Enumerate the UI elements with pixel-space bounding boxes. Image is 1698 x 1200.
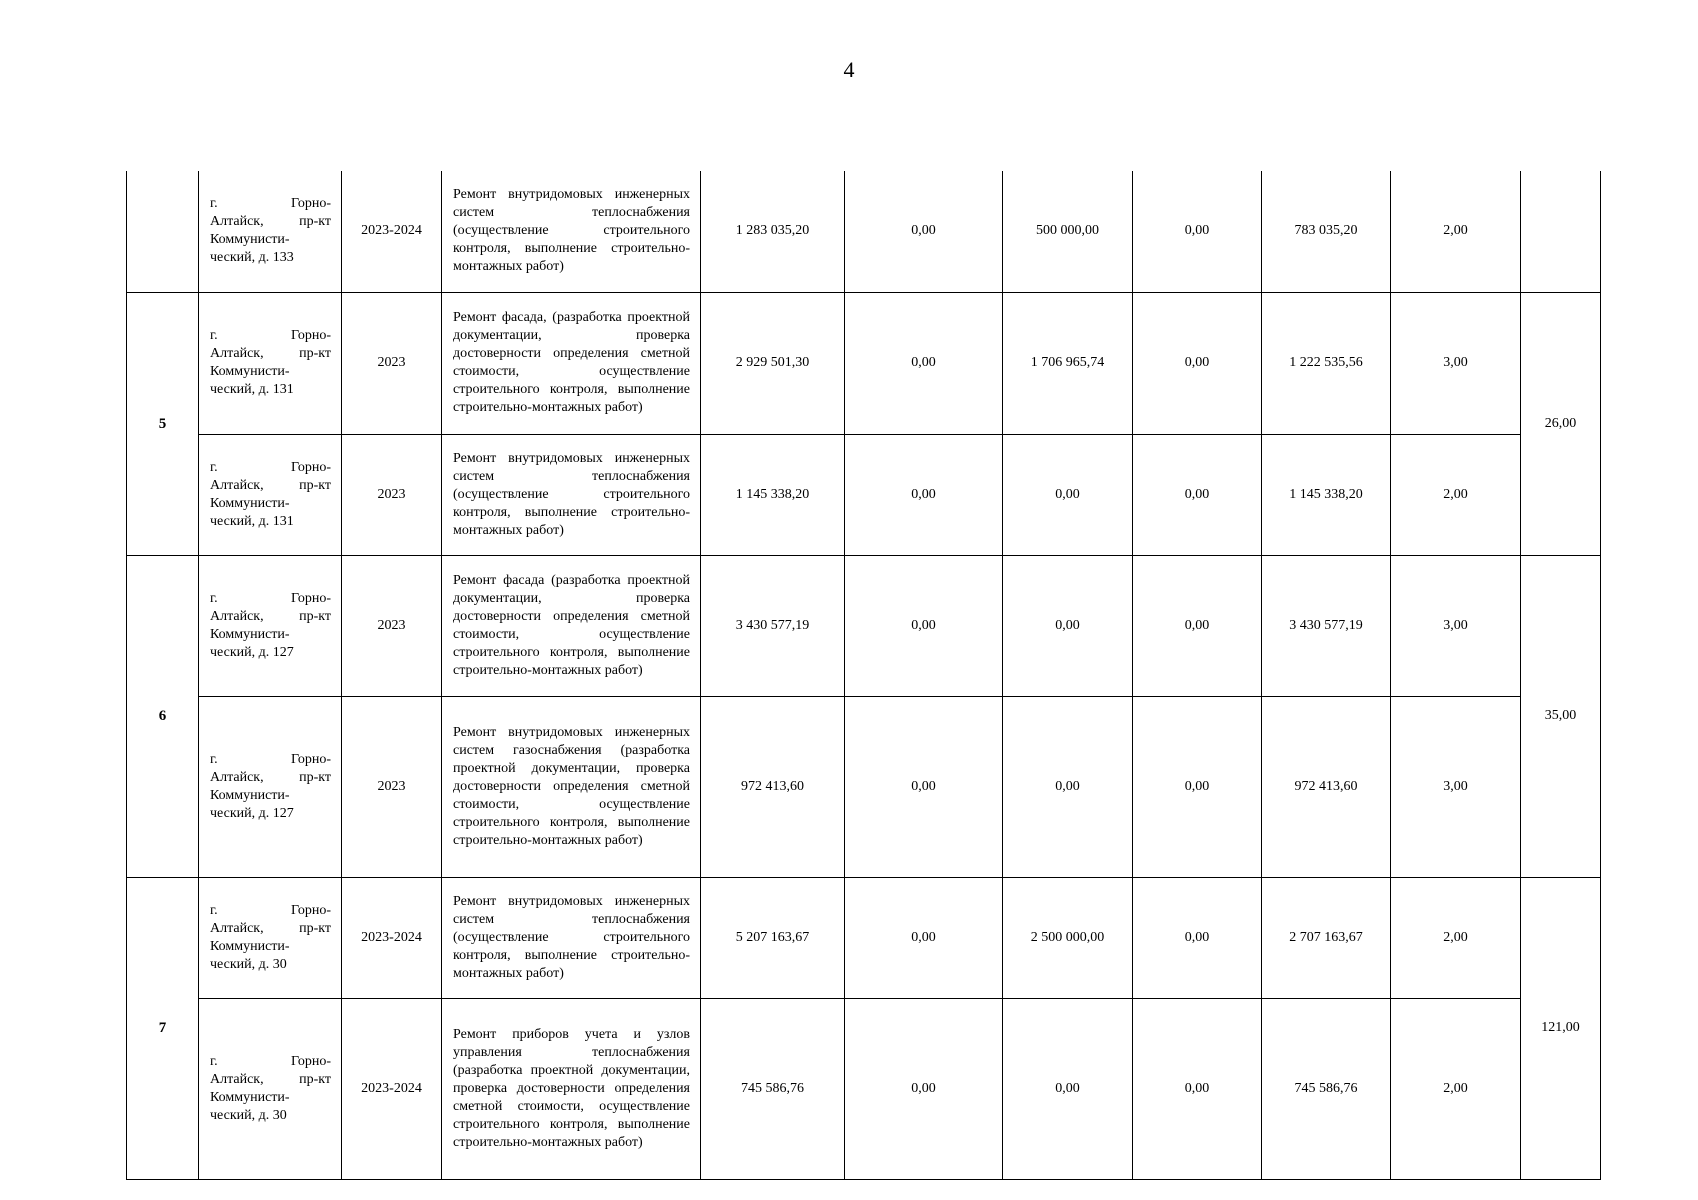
amount-col3-cell: 0,00 [1003, 998, 1133, 1179]
amount-total-cell: 1 145 338,20 [701, 434, 845, 555]
amount-col5-cell: 972 413,60 [1262, 696, 1391, 877]
amount-col3-cell: 0,00 [1003, 696, 1133, 877]
address-rest: Алтайск, пр-кт Коммунисти-ческий, д. 127 [210, 608, 331, 660]
amount-col6-cell: 2,00 [1391, 998, 1521, 1179]
amount-col6-cell: 2,00 [1391, 171, 1521, 292]
item-number-cell [127, 171, 199, 292]
address-city: Горно- [290, 459, 331, 475]
amount-col3-cell: 2 500 000,00 [1003, 877, 1133, 998]
table-row [127, 696, 1601, 877]
address-city: Горно- [290, 196, 331, 212]
amount-total-cell: 3 430 577,19 [701, 555, 845, 696]
description-cell: Ремонт фасада, (разработка проектной документации, проверка достоверности определения сметной стоимости, осуществление строительного контроля, выполнение строительно-монтажных работ) [442, 292, 701, 434]
description-cell: Ремонт внутридомовых инженерных систем газоснабжения (разработка проектной документации, проверка достоверности определения сметной стоимости, осуществление строительного контроля, выполнение строительно-монтажных работ) [442, 696, 701, 877]
amount-total-cell: 5 207 163,67 [701, 877, 845, 998]
amount-col4-cell: 0,00 [1133, 555, 1262, 696]
address-prefix: г. [210, 459, 218, 475]
address-city: Горно- [290, 751, 331, 767]
amount-col6-cell: 2,00 [1391, 877, 1521, 998]
period-cell: 2023-2024 [342, 877, 442, 998]
address-cell [199, 998, 342, 1179]
period-cell: 2023-2024 [342, 998, 442, 1179]
address-city: Горно- [290, 1053, 331, 1069]
amount-total-cell: 1 283 035,20 [701, 171, 845, 292]
amount-col5-cell: 1 222 535,56 [1262, 292, 1391, 434]
group-total-cell [1521, 171, 1601, 292]
amount-col5-cell: 1 145 338,20 [1262, 434, 1391, 555]
amount-col6-cell: 2,00 [1391, 434, 1521, 555]
group-total-cell: 26,00 [1521, 292, 1601, 555]
page-number: 4 [843, 57, 855, 82]
table-row [127, 434, 1601, 555]
description-cell: Ремонт внутридомовых инженерных систем теплоснабжения (осуществление строительного контроля, выполнение строительно-монтажных работ) [442, 877, 701, 998]
address-cell [199, 696, 342, 877]
amount-col5-cell: 745 586,76 [1262, 998, 1391, 1179]
description-cell: Ремонт приборов учета и узлов управления теплоснабжения (разработка проектной документации, проверка достоверности определения сметной стоимости, осуществление строительного контроля, выполнение строительно-монтажных работ) [442, 998, 701, 1179]
description-cell: Ремонт фасада (разработка проектной документации, проверка достоверности определения сметной стоимости, осуществление строительного контроля, выполнение строительно-монтажных работ) [442, 555, 701, 696]
period-cell: 2023 [342, 434, 442, 555]
amount-col3-cell: 0,00 [1003, 434, 1133, 555]
table-row [127, 998, 1601, 1179]
amount-col4-cell: 0,00 [1133, 292, 1262, 434]
amount-col4-cell: 0,00 [1133, 171, 1262, 292]
amount-total-cell: 745 586,76 [701, 998, 845, 1179]
group-total-cell: 121,00 [1521, 877, 1601, 1179]
amount-col2-cell: 0,00 [845, 877, 1003, 998]
amount-col6-cell: 3,00 [1391, 555, 1521, 696]
table-row [127, 292, 1601, 434]
item-number-cell: 6 [127, 555, 199, 877]
item-number-cell: 5 [127, 292, 199, 555]
amount-col4-cell: 0,00 [1133, 434, 1262, 555]
period-cell: 2023 [342, 555, 442, 696]
table-row [127, 877, 1601, 998]
address-cell [199, 292, 342, 434]
address-city: Горно- [290, 902, 331, 918]
amount-col5-cell: 783 035,20 [1262, 171, 1391, 292]
table-body [127, 171, 1601, 1179]
address-cell [199, 877, 342, 998]
address-cell [199, 171, 342, 292]
item-number-cell: 7 [127, 877, 199, 1179]
address-prefix: г. [210, 196, 218, 212]
address-prefix: г. [210, 902, 218, 918]
amount-col2-cell: 0,00 [845, 696, 1003, 877]
amount-col4-cell: 0,00 [1133, 696, 1262, 877]
address-rest: Алтайск, пр-кт Коммунисти-ческий, д. 30 [210, 920, 331, 972]
address-prefix: г. [210, 751, 218, 767]
amount-col4-cell: 0,00 [1133, 877, 1262, 998]
amount-col2-cell: 0,00 [845, 555, 1003, 696]
address-cell [199, 555, 342, 696]
address-city: Горно- [290, 328, 331, 343]
amount-col3-cell: 500 000,00 [1003, 171, 1133, 292]
amount-total-cell: 2 929 501,30 [701, 292, 845, 434]
address-rest: Алтайск, пр-кт Коммунисти-ческий, д. 133 [210, 214, 331, 266]
amount-col6-cell: 3,00 [1391, 696, 1521, 877]
address-prefix: г. [210, 328, 218, 343]
amount-col3-cell: 1 706 965,74 [1003, 292, 1133, 434]
amount-col4-cell: 0,00 [1133, 998, 1262, 1179]
address-cell [199, 434, 342, 555]
address-rest: Алтайск, пр-кт Коммунисти-ческий, д. 127 [210, 769, 331, 821]
amount-col2-cell: 0,00 [845, 434, 1003, 555]
address-prefix: г. [210, 1053, 218, 1069]
period-cell: 2023 [342, 292, 442, 434]
amount-col2-cell: 0,00 [845, 998, 1003, 1179]
period-cell: 2023-2024 [342, 171, 442, 292]
amount-col6-cell: 3,00 [1391, 292, 1521, 434]
table-row [127, 555, 1601, 696]
address-rest: Алтайск, пр-кт Коммунисти-ческий, д. 30 [210, 1071, 331, 1123]
amount-col2-cell: 0,00 [845, 171, 1003, 292]
amount-total-cell: 972 413,60 [701, 696, 845, 877]
period-cell: 2023 [342, 696, 442, 877]
description-cell: Ремонт внутридомовых инженерных систем теплоснабжения (осуществление строительного контроля, выполнение строительно-монтажных работ) [442, 171, 701, 292]
amount-col5-cell: 2 707 163,67 [1262, 877, 1391, 998]
amount-col2-cell: 0,00 [845, 292, 1003, 434]
description-cell: Ремонт внутридомовых инженерных систем теплоснабжения (осуществление строительного контроля, выполнение строительно-монтажных работ) [442, 434, 701, 555]
table-row [127, 171, 1601, 292]
address-prefix: г. [210, 590, 218, 606]
works-table [126, 171, 1601, 1180]
amount-col5-cell: 3 430 577,19 [1262, 555, 1391, 696]
amount-col3-cell: 0,00 [1003, 555, 1133, 696]
address-city: Горно- [290, 590, 331, 606]
address-rest: Алтайск, пр-кт Коммунисти-ческий, д. 131 [210, 346, 331, 397]
address-rest: Алтайск, пр-кт Коммунисти-ческий, д. 131 [210, 477, 331, 529]
group-total-cell: 35,00 [1521, 555, 1601, 877]
